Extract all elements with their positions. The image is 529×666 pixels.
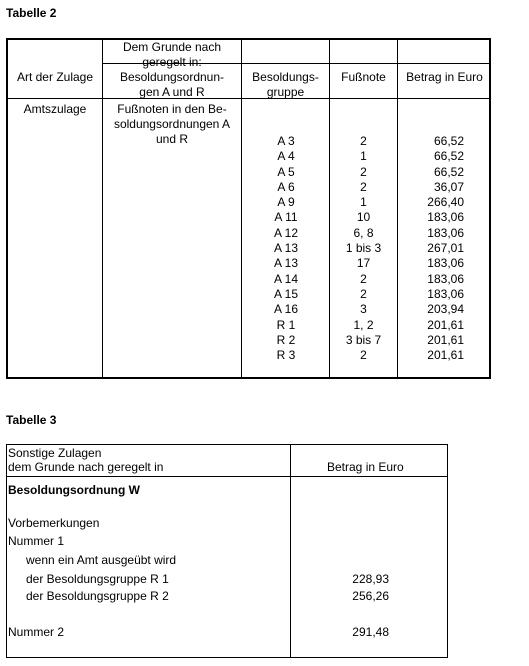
header-sonstige-line: Sonstige Zulagen (8, 446, 102, 460)
row-grund-line: soldungsordnungen A (113, 117, 231, 131)
r1-value: 228,93 (352, 572, 389, 586)
fussnote-cell: 2 (360, 134, 367, 148)
row-grund-line: Fußnoten in den Be- (117, 102, 227, 116)
fussnote-cell: 17 (356, 256, 371, 271)
fussnote-cell: 1 bis 3 (345, 241, 382, 256)
header-grund-line: geregelt in: (142, 55, 202, 69)
besoldungsgruppe-cell: A 12 (273, 225, 299, 240)
header-sonstige-line: dem Grunde nach geregelt in (8, 460, 164, 474)
besoldungsgruppe-cell: A 16 (273, 302, 299, 317)
betrag-cell: 201,61 (427, 332, 464, 347)
betrag-cell: 66,52 (433, 164, 464, 179)
fussnote-cell: 2 (360, 179, 367, 194)
header-betrag: Betrag in Euro (406, 70, 483, 84)
row-grund-line: und R (155, 132, 189, 146)
fussnote-cell: 1 (360, 149, 367, 164)
header-grund-line: Besoldungsordnun- (119, 70, 225, 84)
table-2-caption: Tabelle 2 (6, 6, 57, 20)
betrag-cell: 183,06 (427, 225, 464, 240)
besoldungsgruppe-cell: A 3 (277, 134, 295, 148)
column-besoldungsgruppe (266, 134, 306, 363)
header-gruppe-line: Besoldungs- (252, 70, 319, 84)
header-grund-top (103, 40, 241, 70)
besoldungsgruppe-cell: A 11 (274, 210, 298, 225)
fussnote-cell: 10 (356, 210, 371, 225)
header-art: Art der Zulage (16, 70, 94, 84)
header-gruppe (242, 70, 329, 100)
betrag-cell: 201,61 (427, 348, 464, 363)
header-grund-line: gen A und R (139, 85, 205, 99)
betrag-cell: 66,52 (433, 134, 464, 148)
table-3-caption: Tabelle 3 (6, 413, 57, 427)
table-3-divider (7, 476, 447, 477)
nummer-2-value: 291,48 (352, 625, 389, 639)
fussnote-cell: 6, 8 (353, 225, 374, 240)
nummer-1-label: Nummer 1 (8, 534, 65, 548)
nummer-2-label: Nummer 2 (8, 625, 65, 639)
besoldungsgruppe-cell: A 5 (277, 164, 295, 179)
header-fussnote: Fußnote (341, 70, 386, 84)
r1-label: der Besoldungsgruppe R 1 (26, 572, 169, 586)
row-grund (103, 102, 241, 147)
betrag-cell: 183,06 (427, 256, 464, 271)
header-grund-line: Dem Grunde nach (122, 40, 222, 54)
betrag-cell: 201,61 (427, 317, 464, 332)
besoldungsgruppe-cell: A 9 (277, 195, 295, 210)
row-art: Amtszulage (23, 102, 87, 116)
header-gruppe-line: gruppe (266, 85, 305, 99)
betrag-cell: 267,01 (427, 241, 464, 256)
besoldungsgruppe-cell: A 13 (273, 256, 299, 271)
betrag-cell: 183,06 (427, 286, 464, 301)
fussnote-cell: 2 (360, 164, 367, 179)
betrag-cell: 36,07 (433, 179, 464, 194)
fussnote-cell: 2 (360, 286, 367, 301)
vorbemerkungen-label: Vorbemerkungen (8, 516, 100, 530)
column-fussnote (330, 134, 397, 363)
besoldungsgruppe-cell: R 1 (276, 317, 296, 332)
betrag-cell: 183,06 (427, 271, 464, 286)
betrag-cell: 66,52 (433, 149, 464, 164)
section-heading: Besoldungsordnung W (8, 483, 140, 497)
besoldungsgruppe-cell: R 3 (276, 348, 296, 363)
amt-text: wenn ein Amt ausgeübt wird (26, 553, 177, 567)
betrag-cell: 266,40 (427, 195, 464, 210)
betrag-cell: 203,94 (427, 302, 464, 317)
fussnote-cell: 3 (360, 302, 367, 317)
table-3 (6, 444, 448, 658)
header-betrag: Betrag in Euro (327, 460, 404, 474)
besoldungsgruppe-cell: R 2 (276, 332, 296, 347)
r2-label: der Besoldungsgruppe R 2 (26, 589, 169, 603)
besoldungsgruppe-cell: A 13 (273, 241, 299, 256)
header-grund-bottom (103, 70, 241, 100)
column-betrag (398, 134, 464, 363)
besoldungsgruppe-cell: A 14 (273, 271, 299, 286)
fussnote-cell: 2 (360, 271, 367, 286)
r2-value: 256,26 (352, 589, 389, 603)
besoldungsgruppe-cell: A 15 (273, 286, 299, 301)
table-2 (6, 38, 491, 379)
fussnote-cell: 1, 2 (353, 317, 374, 332)
besoldungsgruppe-cell: A 4 (277, 149, 295, 164)
betrag-cell: 183,06 (427, 210, 464, 225)
besoldungsgruppe-cell: A 6 (277, 179, 295, 194)
fussnote-cell: 2 (360, 348, 367, 363)
fussnote-cell: 3 bis 7 (345, 332, 382, 347)
fussnote-cell: 1 (360, 195, 367, 210)
